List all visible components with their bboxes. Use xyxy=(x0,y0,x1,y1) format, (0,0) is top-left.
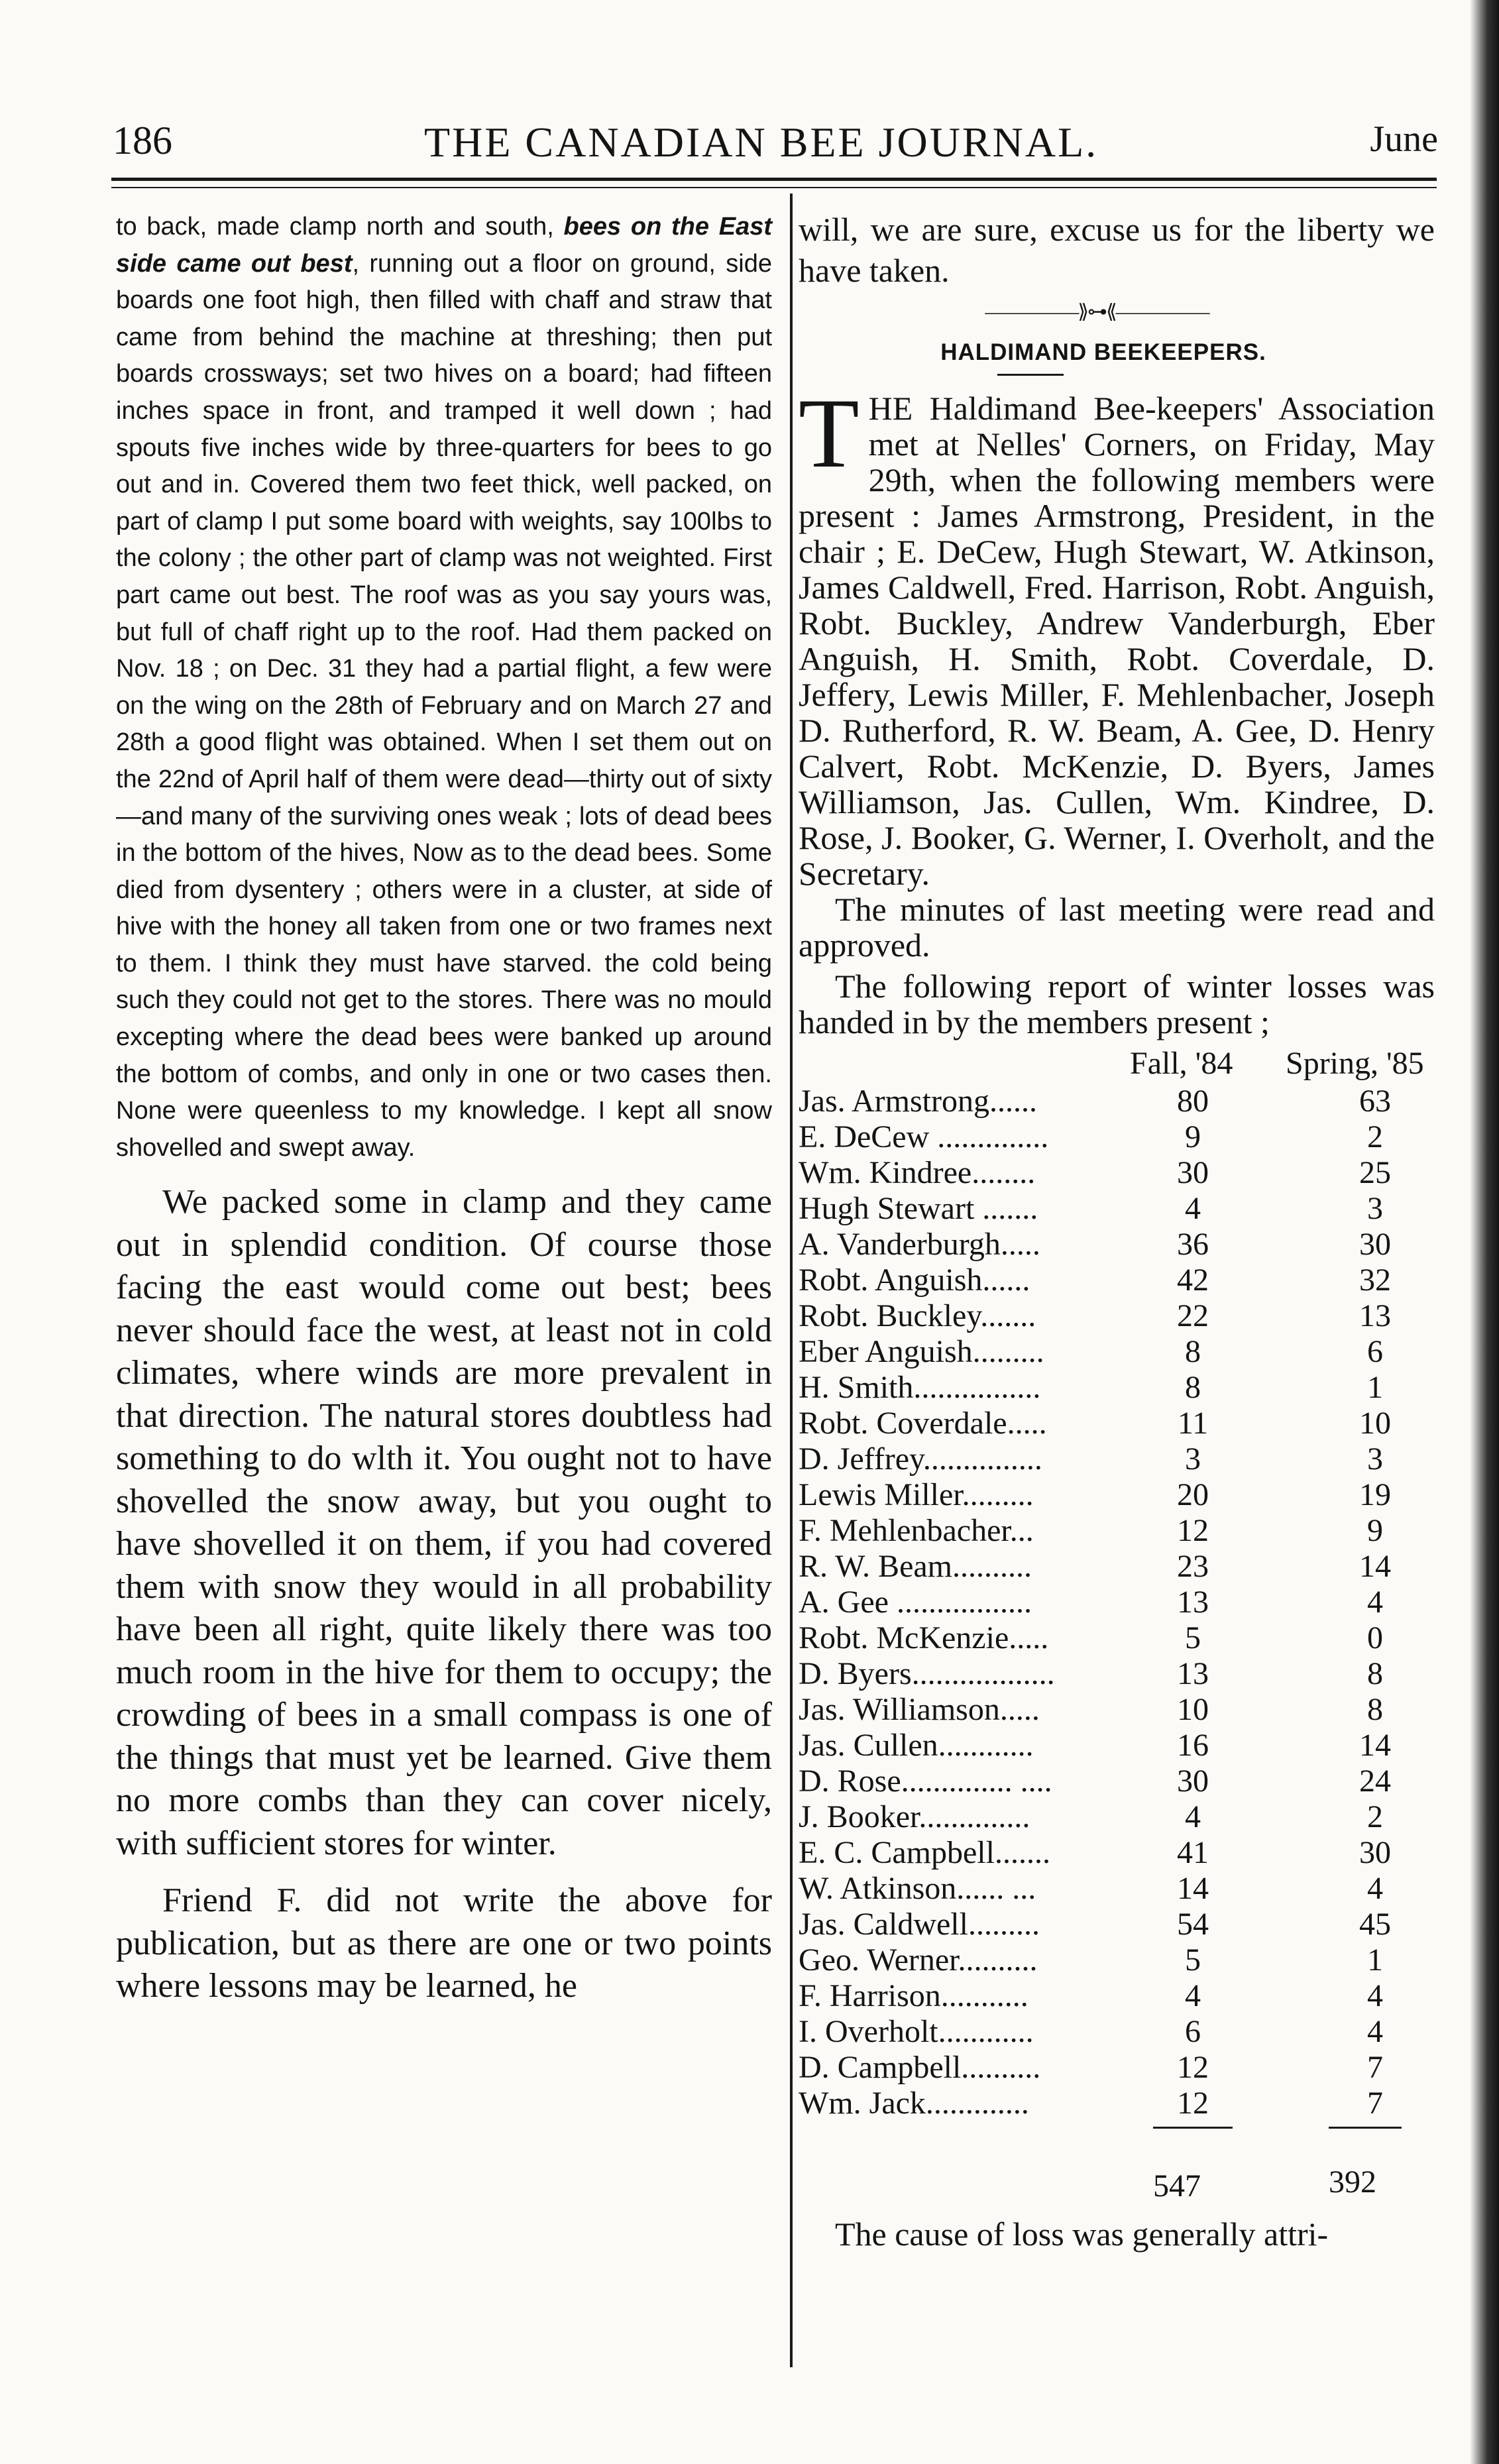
spring-header: Spring, '85 xyxy=(1286,1046,1424,1081)
drop-cap: T xyxy=(799,378,860,488)
minutes-paragraph: The minutes of last meeting were read and approved. xyxy=(799,891,1435,964)
meeting-report xyxy=(799,378,1435,1040)
fall-header: Fall, '84 xyxy=(1130,1046,1233,1081)
spring-count: 7 xyxy=(1367,2086,1383,2121)
spring-count: 4 xyxy=(1367,2014,1383,2049)
table-row xyxy=(799,1155,1435,1191)
member-name: I. Overholt............ xyxy=(799,2014,1034,2049)
fall-count: 16 xyxy=(1177,1728,1209,1763)
total-fall: 547 xyxy=(1153,2168,1201,2204)
member-name: D. Campbell.......... xyxy=(799,2050,1041,2085)
member-name: F. Harrison........... xyxy=(799,1978,1028,2013)
fall-sum-rule xyxy=(1153,2127,1233,2129)
fall-count: 23 xyxy=(1177,1549,1209,1584)
member-name: Lewis Miller......... xyxy=(799,1477,1034,1512)
member-name: Hugh Stewart ....... xyxy=(799,1191,1038,1226)
member-name: D. Byers.................. xyxy=(799,1656,1055,1691)
table-row xyxy=(799,1191,1435,1227)
member-name: Jas. Cullen............ xyxy=(799,1728,1034,1763)
spring-count: 13 xyxy=(1359,1298,1391,1333)
table-row xyxy=(799,1370,1435,1406)
spring-count: 0 xyxy=(1367,1620,1383,1655)
spring-count: 3 xyxy=(1367,1441,1383,1477)
ornamental-divider: —————⟫⊶⟪————— xyxy=(985,301,1209,323)
fall-count: 14 xyxy=(1177,1871,1209,1906)
page-header xyxy=(113,118,1438,171)
table-row xyxy=(799,1585,1435,1620)
page-number: 186 xyxy=(113,119,172,162)
spring-count: 1 xyxy=(1367,1370,1383,1405)
table-row xyxy=(799,2086,1435,2121)
spring-count: 4 xyxy=(1367,1978,1383,2013)
closing-text: The cause of loss was generally attri- xyxy=(835,2215,1329,2253)
spring-count: 19 xyxy=(1359,1477,1391,1512)
spring-count: 24 xyxy=(1359,1764,1391,1799)
table-body xyxy=(799,1084,1435,2121)
member-name: Eber Anguish......... xyxy=(799,1334,1044,1369)
member-name: Robt. Coverdale..... xyxy=(799,1406,1047,1441)
member-name: E. DeCew .............. xyxy=(799,1119,1049,1154)
letter-text: to back, made clamp north and south, bees on the East side came out best, running out a floor on ground, side boards one foot high, then filled with chaff and straw that came from behind the machine at threshing; then put boards crossways; set two hives on a board; had fifteen inches space in front, and tramped it well down ; had spouts five inches wide by three-quarters for bees to go out and in. Covered them two feet thick, well packed, on part of clamp I put some board with weights, say 100lbs to the colony ; the other part of clamp was not weighted. First part came out best. The roof was as you say yours was, but full of chaff right up to the roof. Had them packed on Nov. 18 ; on Dec. 31 they had a partial flight, a few were on the wing on the 28th of February and on March 27 and 28th a good flight was obtained. When I set them out on the 22nd of April half of them were dead—thirty out of sixty—and many of the surviving ones weak ; lots of dead bees in the bottom of the hives, Now as to the dead bees. Some died from dysentery ; others were in a cluster, at side of hive with the honey all taken from one or two frames next to them. I think they must have starved. the cold being such they could not get to the stores. There was no mould excepting where the dead bees were banked up around the bottom of combs, and only in one or two cases then. None were queenless to my knowledge. I kept all snow shovelled and swept away. xyxy=(116,213,773,1162)
member-name: Jas. Armstrong...... xyxy=(799,1084,1037,1119)
table-row xyxy=(799,1620,1435,1656)
table-row xyxy=(799,1764,1435,1799)
member-name: W. Atkinson...... ... xyxy=(799,1871,1036,1906)
fall-count: 20 xyxy=(1177,1477,1209,1512)
spring-sum-rule xyxy=(1329,2127,1402,2129)
spring-count: 2 xyxy=(1367,1799,1383,1834)
member-name: D. Rose.............. .... xyxy=(799,1764,1052,1799)
winter-losses-table xyxy=(799,1045,1435,2214)
meeting-text: HE Haldimand Bee-keepers' Association met at Nelles' Corners, on Friday, May 29th, when the following members were present : James Armstrong, President, in the chair ; E. DeCew, Hugh Stewart, W. Atkinson, James Caldwell, Fred. Harrison, Robt. Anguish, Robt. Buckley, Andrew Vanderburgh, Eber Anguish, H. Smith, Robt. Coverdale, D. Jeffery, Lewis Miller, F. Mehlenbacher, Joseph D. Rutherford, R. W. Beam, A. Gee, D. Henry Calvert, Robt. McKenzie, D. Byers, James Williamson, Jas. Cullen, Wm. Kindree, D. Rose, J. Booker, G. Werner, I. Overholt, and the Secretary. xyxy=(799,390,1435,892)
spring-count: 63 xyxy=(1359,1084,1391,1119)
table-row xyxy=(799,1262,1435,1298)
fall-count: 6 xyxy=(1185,2014,1201,2049)
member-name: A. Vanderburgh..... xyxy=(799,1227,1040,1262)
table-header xyxy=(799,1045,1435,1084)
spring-count: 4 xyxy=(1367,1585,1383,1620)
spring-count: 25 xyxy=(1359,1155,1391,1190)
fall-count: 3 xyxy=(1185,1441,1201,1477)
table-row xyxy=(799,1728,1435,1764)
member-name: A. Gee ................. xyxy=(799,1585,1032,1620)
spring-count: 7 xyxy=(1367,2050,1383,2085)
spring-count: 8 xyxy=(1367,1692,1383,1727)
spring-count: 14 xyxy=(1359,1549,1391,1584)
table-row xyxy=(799,1799,1435,1835)
header-rule-thin xyxy=(111,187,1437,188)
member-name: Robt. McKenzie..... xyxy=(799,1620,1049,1655)
table-row xyxy=(799,2014,1435,2050)
fall-count: 5 xyxy=(1185,1942,1201,1978)
page-edge-shadow xyxy=(1470,0,1499,2464)
spring-count: 8 xyxy=(1367,1656,1383,1691)
member-name: Jas. Caldwell......... xyxy=(799,1907,1040,1942)
journal-title: THE CANADIAN BEE JOURNAL. xyxy=(424,119,1099,166)
member-name: Jas. Williamson..... xyxy=(799,1692,1040,1727)
spring-count: 30 xyxy=(1359,1227,1391,1262)
fall-count: 36 xyxy=(1177,1227,1209,1262)
fall-count: 8 xyxy=(1185,1370,1201,1405)
member-name: D. Jeffrey............... xyxy=(799,1441,1042,1477)
member-name: Robt. Anguish...... xyxy=(799,1262,1030,1298)
spring-count: 32 xyxy=(1359,1262,1391,1298)
table-row xyxy=(799,1549,1435,1585)
table-row xyxy=(799,1227,1435,1262)
spring-count: 2 xyxy=(1367,1119,1383,1154)
member-name: F. Mehlenbacher... xyxy=(799,1513,1034,1548)
right-column xyxy=(799,209,1435,2287)
member-name: Wm. Kindree........ xyxy=(799,1155,1036,1190)
table-row xyxy=(799,1477,1435,1513)
table-row xyxy=(799,2050,1435,2086)
fall-count: 13 xyxy=(1177,1585,1209,1620)
left-column xyxy=(116,209,772,2008)
editor-reply xyxy=(116,1181,772,2008)
member-name: Wm. Jack............. xyxy=(799,2086,1029,2121)
fall-count: 11 xyxy=(1177,1406,1209,1441)
fall-count: 4 xyxy=(1185,1799,1201,1834)
fall-count: 42 xyxy=(1177,1262,1209,1298)
spring-count: 9 xyxy=(1367,1513,1383,1548)
correspondent-letter xyxy=(116,209,772,1166)
fall-count: 54 xyxy=(1177,1907,1209,1942)
sum-rules xyxy=(799,2121,1435,2135)
table-row xyxy=(799,1441,1435,1477)
table-row xyxy=(799,1513,1435,1549)
fall-count: 41 xyxy=(1177,1835,1209,1870)
fall-count: 12 xyxy=(1177,2086,1209,2121)
column-divider xyxy=(790,194,793,2367)
header-month: June xyxy=(1370,119,1438,160)
fall-count: 5 xyxy=(1185,1620,1201,1655)
member-name: Robt. Buckley....... xyxy=(799,1298,1036,1333)
member-name: H. Smith................ xyxy=(799,1370,1041,1405)
fall-count: 9 xyxy=(1185,1119,1201,1154)
total-spring: 392 xyxy=(1329,2164,1376,2200)
reply-paragraph-1: We packed some in clamp and they came out in splendid condition. Of course those facing the east would come out best; bees never should face the west, at least not in cold climates, where winds are more prevalent in that direction. The natural stores doubtless had something to do wlth it. You ought not to have shovelled the snow away, but you ought to have shovelled it on them, if you had covered them with snow they would in all probability have been all right, quite likely there was too much room in the hive for them to occupy; the crowding of bees in a small compass is one of the things that must yet be learned. Give them no more combs than they can cover nicely, with sufficient stores for winter. xyxy=(116,1183,772,1862)
fall-count: 12 xyxy=(1177,1513,1209,1548)
section-rule xyxy=(997,374,1064,376)
reply-paragraph-2: Friend F. did not write the above for publication, but as there are one or two points where lessons may be learned, he xyxy=(116,1881,772,2005)
spring-count: 1 xyxy=(1367,1942,1383,1978)
spring-count: 14 xyxy=(1359,1728,1391,1763)
member-name: J. Booker.............. xyxy=(799,1799,1030,1834)
fall-count: 8 xyxy=(1185,1334,1201,1369)
table-row xyxy=(799,1656,1435,1692)
fall-count: 12 xyxy=(1177,2050,1209,2085)
member-name: E. C. Campbell....... xyxy=(799,1835,1050,1870)
fall-count: 4 xyxy=(1185,1978,1201,2013)
meeting-paragraph xyxy=(799,378,1435,892)
table-row xyxy=(799,1298,1435,1334)
spring-count: 10 xyxy=(1359,1406,1391,1441)
fall-count: 30 xyxy=(1177,1764,1209,1799)
table-row xyxy=(799,1084,1435,1119)
continuation-text: will, we are sure, excuse us for the liberty we have taken. xyxy=(799,211,1435,289)
spring-count: 4 xyxy=(1367,1871,1383,1906)
spring-count: 45 xyxy=(1359,1907,1391,1942)
section-title: HALDIMAND BEEKEEPERS. xyxy=(940,339,1266,365)
table-row xyxy=(799,1978,1435,2014)
table-row xyxy=(799,1907,1435,1942)
fall-count: 10 xyxy=(1177,1692,1209,1727)
table-row xyxy=(799,1334,1435,1370)
fall-count: 13 xyxy=(1177,1656,1209,1691)
member-name: Geo. Werner.......... xyxy=(799,1942,1038,1978)
spring-count: 3 xyxy=(1367,1191,1383,1226)
table-row xyxy=(799,1835,1435,1871)
table-row xyxy=(799,1692,1435,1728)
table-totals xyxy=(799,2161,1435,2214)
table-row xyxy=(799,1406,1435,1441)
member-name: R. W. Beam.......... xyxy=(799,1549,1032,1584)
spring-count: 30 xyxy=(1359,1835,1391,1870)
fall-count: 80 xyxy=(1177,1084,1209,1119)
fall-count: 22 xyxy=(1177,1298,1209,1333)
table-row xyxy=(799,1942,1435,1978)
fall-count: 30 xyxy=(1177,1155,1209,1190)
fall-count: 4 xyxy=(1185,1191,1201,1226)
table-row xyxy=(799,1871,1435,1907)
report-intro: The following report of winter losses was handed in by the members present ; xyxy=(799,968,1435,1040)
table-row xyxy=(799,1119,1435,1155)
header-rule xyxy=(111,178,1437,181)
spring-count: 6 xyxy=(1367,1334,1383,1369)
